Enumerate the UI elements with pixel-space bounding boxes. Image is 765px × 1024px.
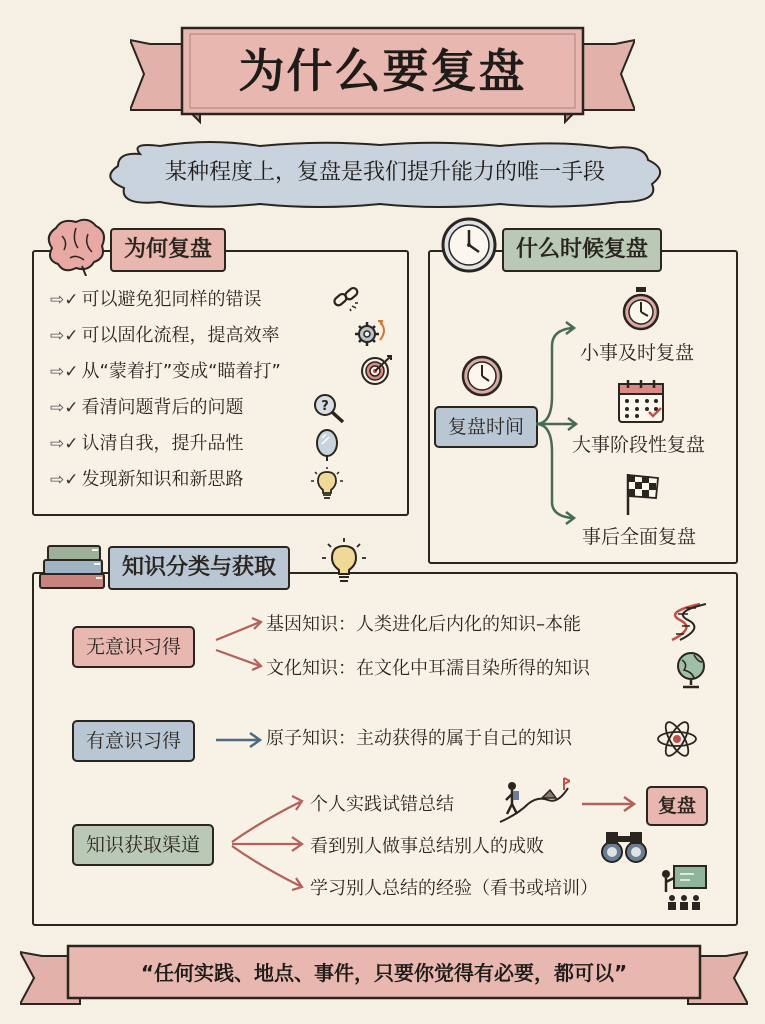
- list-item: [50, 428, 244, 460]
- checkered-flag-icon: [622, 470, 662, 516]
- arrow-check-icon: ⇨✓: [50, 434, 79, 454]
- page-title: 为什么要复盘: [238, 44, 527, 98]
- calendar-icon: [616, 378, 666, 424]
- why-item-text: 认清自我，提升品性: [81, 433, 244, 454]
- list-item: [50, 284, 262, 316]
- atomic-knowledge-line: 原子知识：主动获得的属于自己的知识: [266, 728, 572, 749]
- arrow-check-icon: ⇨✓: [50, 362, 79, 382]
- post-event-review: 事后全面复盘: [582, 526, 697, 548]
- why-review-heading: 为何复盘: [110, 228, 226, 272]
- lightbulb-icon: [310, 466, 344, 500]
- list-item: [50, 356, 281, 388]
- magnifier-question-icon: [312, 392, 346, 424]
- classroom-icon: [658, 864, 708, 912]
- right-arrow: [580, 794, 638, 814]
- review-time-center: 复盘时间: [434, 406, 538, 448]
- arrow-check-icon: ⇨✓: [50, 470, 79, 490]
- conscious-learning-box: 有意识习得: [72, 720, 195, 762]
- books-icon: [36, 536, 108, 592]
- branch-arrows: [528, 316, 588, 532]
- right-arrow: [214, 730, 264, 750]
- learning-channel-line: 学习别人总结的经验（看书或培训）: [310, 878, 598, 899]
- subtitle: 某种程度上，复盘是我们提升能力的唯一手段: [164, 160, 605, 185]
- review-target-box: 复盘: [646, 786, 708, 826]
- brain-icon: [42, 218, 108, 276]
- stopwatch-icon: [620, 286, 662, 332]
- svg-text:?: ?: [321, 399, 329, 414]
- wall-clock-icon: [460, 352, 504, 398]
- unconscious-learning-box: 无意识习得: [72, 626, 195, 668]
- culture-knowledge-line: 文化知识：在文化中耳濡目染所得的知识: [266, 658, 590, 679]
- big-task-review: 大事阶段性复盘: [572, 434, 706, 456]
- why-item-text: 看清问题背后的问题: [81, 397, 244, 418]
- lightbulb-icon: [318, 536, 370, 588]
- dna-icon: [666, 600, 706, 644]
- channel-arrows: [230, 782, 310, 902]
- when-review-heading: 什么时候复盘: [502, 228, 662, 272]
- observe-channel-line: 看到别人做事总结别人的成败: [310, 836, 544, 857]
- clock-icon: [440, 216, 498, 274]
- list-item: [50, 392, 244, 424]
- why-item-text: 可以避免犯同样的错误: [81, 289, 262, 310]
- mirror-icon: [314, 428, 340, 462]
- practice-channel-line: 个人实践试错总结: [310, 794, 454, 815]
- gene-knowledge-line: 基因知识：人类进化后内化的知识–本能: [266, 614, 581, 635]
- closing-quote: “任何实践、地点、事件，只要你觉得有必要，都可以”: [140, 961, 628, 985]
- binoculars-icon: [600, 828, 648, 864]
- target-icon: [360, 354, 394, 386]
- knowledge-heading: 知识分类与获取: [108, 546, 290, 590]
- why-item-text: 发现新知识和新思路: [81, 469, 244, 490]
- small-task-review: 小事及时复盘: [580, 342, 695, 364]
- arrow-check-icon: ⇨✓: [50, 326, 79, 346]
- atom-icon: [656, 718, 698, 760]
- why-item-text: 从“蒙着打”变成“瞄着打”: [81, 361, 281, 382]
- split-arrows: [214, 610, 266, 680]
- chain-link-icon: [332, 284, 360, 312]
- list-item: [50, 464, 244, 496]
- hiker-path-icon: [498, 774, 570, 824]
- globe-icon: [674, 650, 708, 690]
- list-item: [50, 320, 280, 352]
- arrow-check-icon: ⇨✓: [50, 398, 79, 418]
- why-item-text: 可以固化流程，提高效率: [81, 325, 280, 346]
- knowledge-channels-box: 知识获取渠道: [72, 824, 214, 866]
- arrow-check-icon: ⇨✓: [50, 290, 79, 310]
- gear-arrow-icon: [354, 318, 388, 350]
